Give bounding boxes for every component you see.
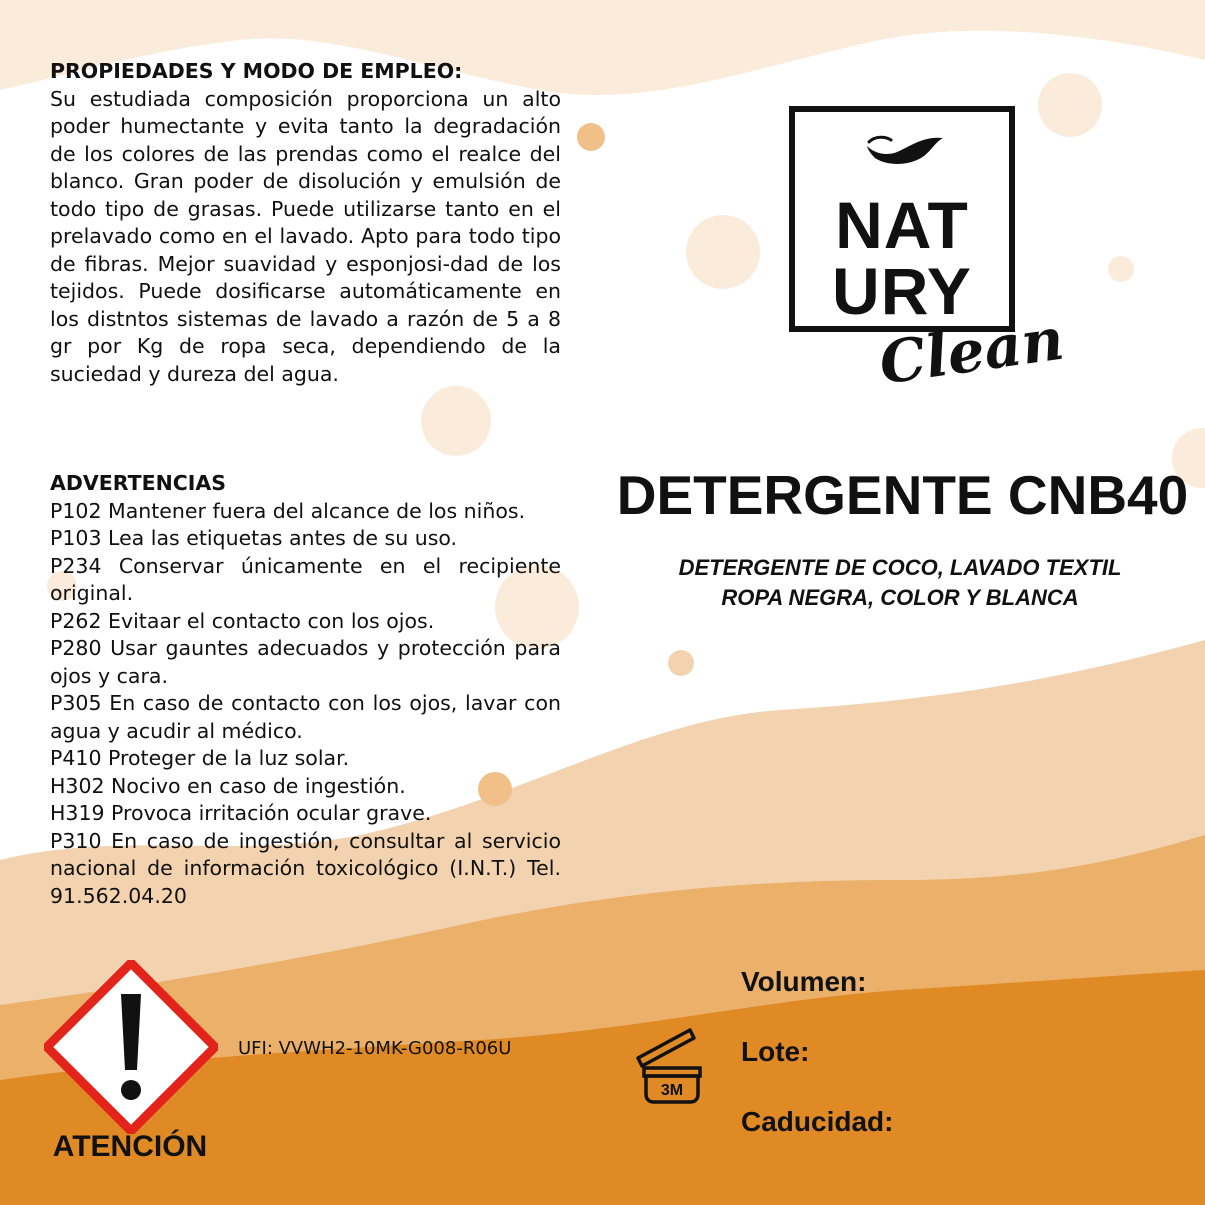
warning-item: P280 Usar gauntes adecuados y protección para ojos y cara. [50, 636, 561, 688]
volume-field: Volumen: [741, 966, 867, 997]
warning-item: P102 Mantener fuera del alcance de los niños. [50, 498, 526, 523]
pao-label: 3M [660, 1082, 684, 1099]
decor-dot [1038, 73, 1102, 137]
warnings-heading: ADVERTENCIAS [50, 471, 227, 495]
warning-item: H319 Provoca irritación ocular grave. [50, 801, 432, 825]
leaf-wave-icon [865, 132, 945, 172]
warning-item: P310 En caso de ingestión, consultar al servicio nacional de información toxicológico (I.N.T.) Tel. 91.562.04.20 [50, 828, 561, 908]
decor-dot [577, 123, 605, 151]
decor-dot [668, 650, 694, 676]
properties-heading: PROPIEDADES Y MODO DE EMPLEO: [50, 59, 463, 83]
expiry-field: Caducidad: [741, 1106, 894, 1137]
brand-logo [789, 106, 1015, 332]
decor-dot [1108, 256, 1134, 282]
product-subtitle-line2: ROPA NEGRA, COLOR Y BLANCA [721, 585, 1079, 610]
hazard-label: ATENCIÓN [52, 1130, 208, 1163]
ghs-exclamation-icon [44, 960, 218, 1134]
product-subtitle-line1: DETERGENTE DE COCO, LAVADO TEXTIL [678, 555, 1122, 580]
warning-item: P234 Conservar únicamente en el recipiente original. [50, 553, 561, 605]
warning-item: P262 Evitaar el contacto con los ojos. [50, 608, 435, 633]
properties-section [50, 58, 561, 388]
product-title: DETERGENTE CNB40 [616, 464, 1189, 526]
warnings-section [50, 470, 561, 910]
warning-item: P103 Lea las etiquetas antes de su uso. [50, 526, 458, 550]
open-jar-icon [634, 1028, 706, 1106]
warning-item: P410 Proteger de la luz solar. [50, 746, 350, 770]
warning-item: H302 Nocivo en caso de ingestión. [50, 773, 406, 798]
decor-dot [686, 215, 760, 289]
decor-dot [421, 386, 491, 456]
product-subtitle [600, 553, 1200, 613]
lot-field: Lote: [741, 1036, 810, 1067]
logo-tagline: Clean [875, 304, 1068, 398]
logo-text-line1: NAT [835, 188, 969, 262]
logo-text-line2: URY [832, 254, 972, 328]
properties-body: Su estudiada composición proporciona un alto poder humectante y evita tanto la degradación de los colores de las prendas como el realce del blanco. Gran poder de disolución y emulsión de todo tipo de grasas. Puede utilizarse tanto en el prelavado como en el lavado. Apto para todo tipo de fibras. Mejor suavidad y esponjosi-dad de los tejidos. Puede dosificarse automáticamente en los distntos sistemas de lavado a razón de 5 a 8 gr por Kg de ropa seca, dependiendo de la suciedad y dureza del agua. [50, 86, 561, 386]
ufi-code: UFI: VVWH2-10MK-G008-R06U [238, 1038, 512, 1059]
warning-item: P305 En caso de contacto con los ojos, lavar con agua y acudir al médico. [50, 691, 561, 743]
